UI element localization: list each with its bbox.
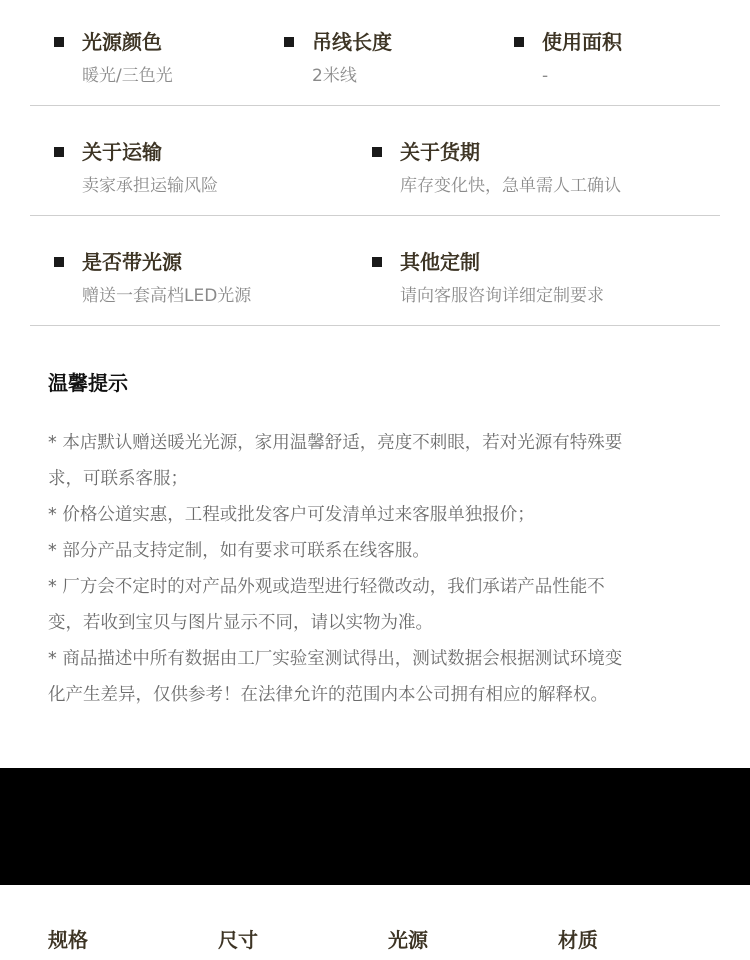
notice-line: * 部分产品支持定制，如有要求可联系在线客服。 — [48, 541, 430, 561]
spec-value: 请向客服咨询详细定制要求 — [400, 286, 604, 306]
bullet-square-icon — [54, 147, 64, 157]
spec-title: 其他定制 — [400, 250, 480, 274]
notice-title: 温馨提示 — [48, 371, 128, 395]
header-size: 尺寸 — [218, 928, 258, 952]
notice-line: * 本店默认赠送暖光光源，家用温馨舒适，亮度不刺眼，若对光源有特殊要 — [48, 433, 623, 453]
notice-line: * 厂方会不定时的对产品外观或造型进行轻微改动，我们承诺产品性能不 — [48, 577, 605, 597]
notice-body — [48, 425, 710, 713]
black-banner — [0, 768, 750, 885]
spec-title: 使用面积 — [542, 30, 622, 54]
notice-line: * 价格公道实惠，工程或批发客户可发清单过来客服单独报价； — [48, 505, 535, 525]
spec-value: 库存变化快，急单需人工确认 — [400, 176, 621, 196]
spec-row-3 — [30, 250, 720, 326]
header-light-source: 光源 — [388, 928, 428, 952]
spec-value: 赠送一套高档LED光源 — [82, 286, 252, 306]
spec-table-header — [0, 925, 750, 960]
notice-line: 求，可联系客服； — [48, 469, 188, 489]
notice-line: 化产生差异，仅供参考！在法律允许的范围内本公司拥有相应的解释权。 — [48, 685, 608, 705]
notice-line: 变，若收到宝贝与图片显示不同，请以实物为准。 — [48, 613, 433, 633]
notice-line: * 商品描述中所有数据由工厂实验室测试得出，测试数据会根据测试环境变 — [48, 649, 623, 669]
spec-title: 光源颜色 — [82, 30, 162, 54]
header-spec: 规格 — [48, 928, 88, 952]
spec-value: - — [542, 66, 549, 86]
spec-value: 卖家承担运输风险 — [82, 176, 218, 196]
spec-title: 关于货期 — [400, 140, 480, 164]
bullet-square-icon — [284, 37, 294, 47]
spec-title: 是否带光源 — [82, 250, 182, 274]
spec-value: 2米线 — [312, 66, 357, 86]
spec-row-2 — [30, 140, 720, 216]
spec-title: 吊线长度 — [312, 30, 392, 54]
spec-row-1 — [30, 30, 720, 106]
spec-value: 暖光/三色光 — [82, 66, 173, 86]
bullet-square-icon — [372, 147, 382, 157]
spec-title: 关于运输 — [82, 140, 162, 164]
bullet-square-icon — [514, 37, 524, 47]
bullet-square-icon — [54, 257, 64, 267]
bullet-square-icon — [54, 37, 64, 47]
bullet-square-icon — [372, 257, 382, 267]
header-material: 材质 — [558, 928, 598, 952]
